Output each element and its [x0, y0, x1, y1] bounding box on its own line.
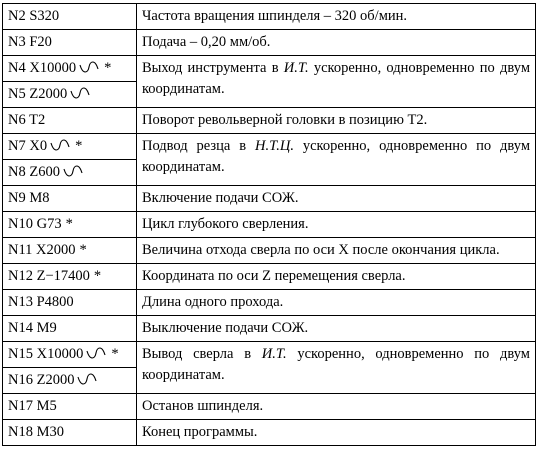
table-row — [3, 264, 536, 290]
table-row — [3, 108, 536, 134]
code-cell: N3 F20 — [3, 30, 137, 56]
table-row — [3, 290, 536, 316]
code-cell: N18 M30 — [3, 420, 137, 446]
description-cell: Выключение подачи СОЖ. — [137, 316, 536, 342]
code-cell: N2 S320 — [3, 4, 137, 30]
table-row — [3, 212, 536, 238]
description-cell: Конец программы. — [137, 420, 536, 446]
arc-path-icon — [79, 61, 99, 73]
description-cell: Выход инструмента в И.Т. ускоренно, одновременно по двум координатам. — [137, 56, 536, 108]
description-cell: Координата по оси Z перемещения сверла. — [137, 264, 536, 290]
description-cell: Частота вращения шпинделя – 320 об/мин. — [137, 4, 536, 30]
description-cell: Подача – 0,20 мм/об. — [137, 30, 536, 56]
code-cell: N7 X0 * — [3, 134, 137, 160]
code-cell: N4 X10000 * — [3, 56, 137, 82]
description-cell: Величина отхода сверла по оси X после окончания цикла. — [137, 238, 536, 264]
code-cell: N11 X2000 * — [3, 238, 137, 264]
table-row — [3, 342, 536, 368]
code-cell: N17 M5 — [3, 394, 137, 420]
description-cell: Цикл глубокого сверления. — [137, 212, 536, 238]
table-row — [3, 420, 536, 446]
table-row — [3, 30, 536, 56]
code-cell: N14 M9 — [3, 316, 137, 342]
arc-path-icon — [86, 347, 106, 359]
table-row — [3, 186, 536, 212]
code-cell: N16 Z2000 — [3, 368, 137, 394]
arc-path-icon — [70, 87, 90, 99]
code-cell: N6 T2 — [3, 108, 137, 134]
table-row — [3, 316, 536, 342]
table-row — [3, 134, 536, 160]
code-cell: N9 M8 — [3, 186, 137, 212]
code-cell: N15 X10000 * — [3, 342, 137, 368]
description-cell: Подвод резца в Н.Т.Ц. ускоренно, одновременно по двум координатам. — [137, 134, 536, 186]
code-cell: N5 Z2000 — [3, 82, 137, 108]
arc-path-icon — [50, 139, 70, 151]
code-cell: N8 Z600 — [3, 160, 137, 186]
table-row — [3, 394, 536, 420]
table-row — [3, 56, 536, 82]
program-table — [2, 3, 536, 446]
arc-path-icon — [63, 165, 83, 177]
description-cell: Поворот револьверной головки в позицию Т2. — [137, 108, 536, 134]
code-cell: N10 G73 * — [3, 212, 137, 238]
description-cell: Вывод сверла в И.Т. ускоренно, одновременно по двум координатам. — [137, 342, 536, 394]
table-row — [3, 4, 536, 30]
table-row — [3, 238, 536, 264]
description-cell: Длина одного прохода. — [137, 290, 536, 316]
description-cell: Включение подачи СОЖ. — [137, 186, 536, 212]
description-cell: Останов шпинделя. — [137, 394, 536, 420]
arc-path-icon — [77, 373, 97, 385]
code-cell: N13 P4800 — [3, 290, 137, 316]
code-cell: N12 Z−17400 * — [3, 264, 137, 290]
